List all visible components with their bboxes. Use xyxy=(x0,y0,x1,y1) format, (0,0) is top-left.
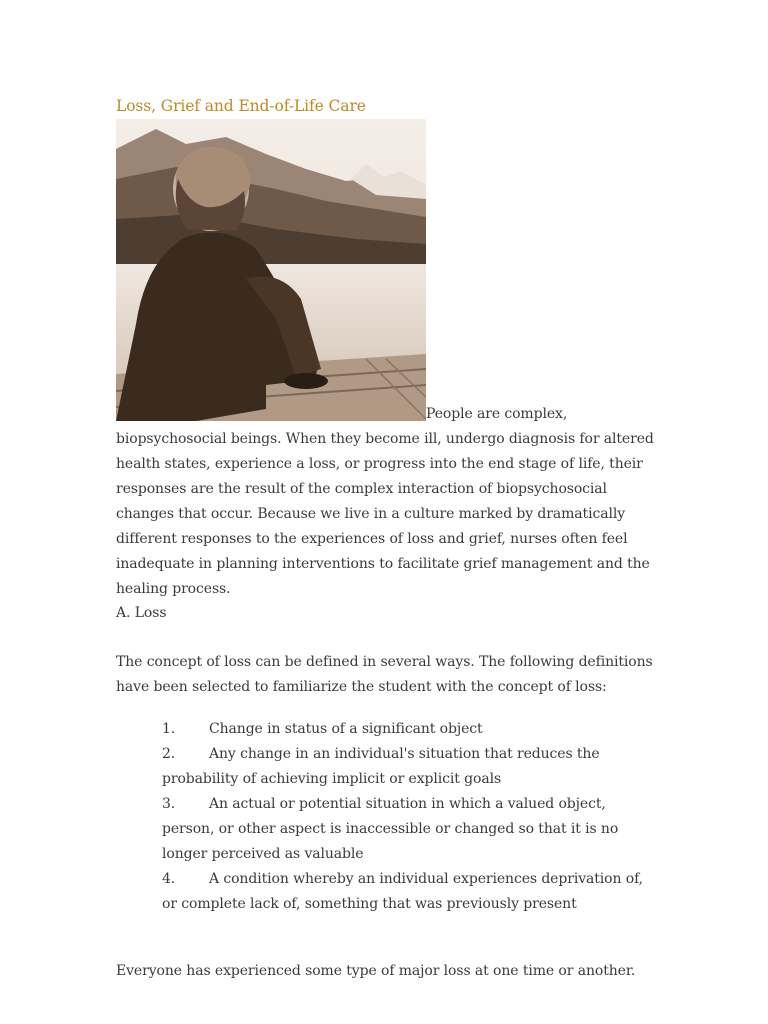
list-number: 4. xyxy=(162,871,176,887)
list-text: An actual or potential situation in which a valued object, person, or other aspect is inaccessible or changed so that it is no longer perceived as valuable xyxy=(162,796,619,862)
list-number: 3. xyxy=(162,796,176,812)
list-item xyxy=(162,867,662,917)
intro-paragraph: biopsychosocial beings. When they become ill, undergo diagnosis for altered health states, experience a loss, or progress into the end stage of life, their responses are the result of the complex interaction of biopsychosocial changes that occur. Because we live in a culture marked by dramatically different responses to the experiences of loss and grief, nurses often feel inadequate in planning interventions to facilitate grief management and the healing process. xyxy=(116,431,654,597)
definitions-list xyxy=(162,717,662,917)
list-number: 1. xyxy=(162,721,176,737)
list-number: 2. xyxy=(162,746,176,762)
list-text: Change in status of a significant object xyxy=(209,721,483,737)
definition-intro-paragraph: The concept of loss can be defined in several ways. The following definitions have been selected to familiarize the student with the concept of loss: xyxy=(116,654,653,695)
grief-photo xyxy=(116,119,426,421)
page-title: Loss, Grief and End-of-Life Care xyxy=(116,97,366,115)
closing-paragraph: Everyone has experienced some type of major loss at one time or another. xyxy=(116,963,636,979)
list-text: Any change in an individual's situation that reduces the probability of achieving implicit or explicit goals xyxy=(162,746,600,787)
list-item xyxy=(162,717,662,742)
list-item xyxy=(162,742,662,792)
list-text: A condition whereby an individual experiences deprivation of, or complete lack of, something that was previously present xyxy=(162,871,644,912)
list-item xyxy=(162,792,662,867)
intro-first-line: People are complex, xyxy=(426,406,568,422)
photo-illustration xyxy=(116,119,426,421)
section-heading-loss: A. Loss xyxy=(116,605,167,621)
